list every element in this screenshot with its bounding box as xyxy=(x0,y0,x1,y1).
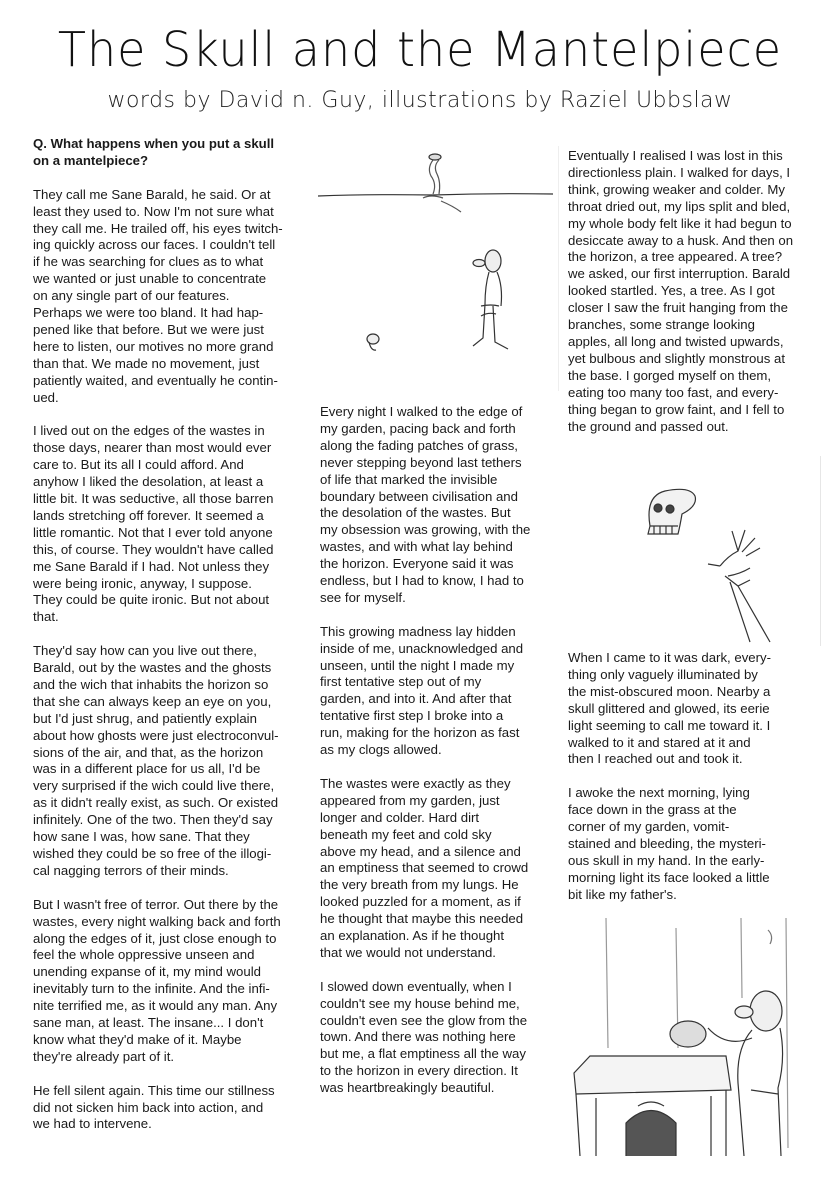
paragraph: He fell silent again. This time our stillness did not sicken him back into action, and we had to intervene. xyxy=(33,1082,275,1132)
skull-and-hand-illustration xyxy=(570,456,821,646)
question-heading: Q. What happens when you put a skull on a mantelpiece? xyxy=(33,136,275,168)
paragraph: This growing madness lay hidden inside of me, unacknowledged and unseen, until the night I made my first tentative step out of my garden, and into it. And after that tentative first step I broke into a run, making for the horizon as fast as my clogs allowed. xyxy=(320,623,524,758)
held-skull xyxy=(670,1021,706,1047)
walking-man-illustration xyxy=(313,146,559,391)
article-byline: words by David n. Guy, illustrations by Raziel Ubbslaw xyxy=(107,88,733,113)
column-3-bottom xyxy=(568,650,818,920)
paragraph: They call me Sane Barald, he said. Or at least they used to. Now I'm not sure what they call me. He trailed off, his eyes twitch- ing quickly across our faces. I couldn't tell if he was searching for clues as to what we wanted or just unable to concentrate on any single part of our features. Perhaps we were too bland. It had hap- pened like that before. But we were just here to listen, our motives no more grand than that. We made no movement, just patiently waited, and eventually he contin- ued. xyxy=(33,186,283,405)
paragraph: I lived out on the edges of the wastes in those days, nearer than most would ever care to. But its all I could afford. And anyhow I liked the desolation, at least a little bit. It was seductive, all those barren lands stretching off forever. It seemed a little romantic. Not that I ever told anyone this, of course. They wouldn't have called me Sane Barald if I had. Not unless they were being ironic, anyway, I suppose. They could be quite ironic. But not about that. xyxy=(33,423,274,625)
tree-icon xyxy=(423,154,461,212)
paragraph: When I came to it was dark, every- thing only vaguely illuminated by the mist-obscured moon. Nearby a skull glittered and glowed, its eerie light seeming to call me toward it. I walked to it and stared at it and then I reached out and took it. xyxy=(568,650,772,767)
mantelpiece-icon xyxy=(574,1056,731,1156)
paragraph: They'd say how can you live out there, Barald, out by the wastes and the ghosts and the wich that inhabits the horizon so that she can always keep an eye on you, but I'd just shrug, and patiently explain about how ghosts were just electroconvul- sions of the air, and that, as the horizon was in a different place for us all, I'd be very surprised if the wich could live there, as it didn't really exist, as such. Or existed infinitely. One of the two. Then they'd say how sane I was, how sane. That they wished they could be so free of the illogi- cal nagging terrors of their minds. xyxy=(33,643,279,878)
column-3-top xyxy=(568,148,823,452)
man-at-mantelpiece-illustration xyxy=(566,908,824,1156)
paragraph: The wastes were exactly as they appeared from my garden, just longer and colder. Hard dirt beneath my feet and cold sky above my head, and a silence and an emptiness that seemed to crowd the very breath from my lungs. He looked puzzled for a moment, as if he thought that maybe this needed an explanation. As if he thought that we would not understand. xyxy=(320,775,529,960)
paragraph: Every night I walked to the edge of my garden, pacing back and forth along the fading patches of grass, never stepping beyond last tethers of life that marked the invisible boundary between civilisation and the desolation of the wastes. But my obsession was growing, with the wastes, and with what lay behind the horizon. Everyone said it was endless, but I had to know, I had to see for myself. xyxy=(320,404,531,605)
paragraph: I slowed down eventually, when I couldn't see my house behind me, couldn't even see the glow from the town. And there was nothing here but me, a flat emptiness all the way to the horizon in every direction. It was heartbreakingly beautiful. xyxy=(320,978,528,1096)
man-figure-icon xyxy=(473,250,508,349)
reaching-hand-icon xyxy=(708,530,770,642)
column-2 xyxy=(320,404,555,1114)
paragraph: I awoke the next morning, lying face down in the grass at the corner of my garden, vomit- stained and bleeding, the mysteri- ous skull in my hand. In the early- morning light its face looked a little bit like my father's. xyxy=(568,785,770,902)
paragraph: But I wasn't free of terror. Out there by the wastes, every night walking back and forth along the edges of it, just close enough to feel the whole oppressive unseen and unending expanse of it, my mind would inevitably turn to the infinite. And the infi- nite terrified me, as it would any man. Any sane man, at least. The insane... I don't know what they'd make of it. Maybe they're already part of it. xyxy=(33,896,281,1064)
small-skull-icon xyxy=(367,334,379,350)
moth-icon xyxy=(768,930,772,944)
paragraph: Eventually I realised I was lost in this directionless plain. I walked for days, I think, growing weaker and colder. My throat dried out, my lips split and bled, my whole body felt like it had begun to desiccate away to a husk. And then on the horizon, a tree appeared. A tree? we asked, our first interruption. Barald looked startled. Yes, a tree. As I got closer I saw the fruit hanging from the branches, some strange looking apples, all long and twisted upwards, yet bulbous and slightly monstrous at the base. I gorged myself on them, eating too many too fast, and every- thing began to grow faint, and I fell to the ground and passed out. xyxy=(568,148,794,434)
skull-icon xyxy=(648,489,695,534)
column-1 xyxy=(33,136,308,1150)
article-title: The Skull and the Mantelpiece xyxy=(57,20,783,78)
